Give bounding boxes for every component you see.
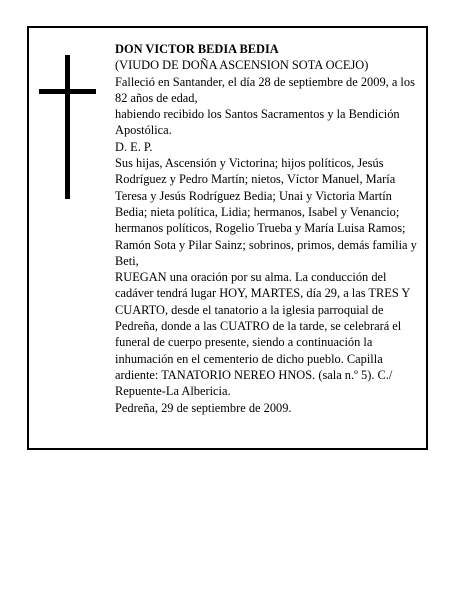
death-announcement: Falleció en Santander, el día 28 de septiembre de 2009, a los 82 años de edad, bbox=[115, 74, 415, 105]
deceased-name: DON VICTOR BEDIA BEDIA bbox=[115, 42, 279, 56]
cross-horizontal-bar bbox=[39, 89, 96, 94]
cross-icon bbox=[39, 55, 96, 199]
rip-line: D. E. P. bbox=[115, 139, 153, 154]
obituary-frame bbox=[27, 26, 428, 450]
date-place-line: Pedreña, 29 de septiembre de 2009. bbox=[115, 400, 292, 415]
funeral-details: RUEGAN una oración por su alma. La conducción del cadáver tendrá lugar HOY, MARTES, día 29, a las TRES Y CUARTO, desde el tanatorio a la iglesia parroquial de Pedreña, donde a las CUATRO de la tarde, se celebrará el funeral de cuerpo presente, siendo a continuación la inhumación en el cementerio de dicho pueblo. Capilla ardiente: TANATORIO NEREO HNOS. (sala n.º 5). C./ Repuente-La Albericia. bbox=[115, 270, 410, 399]
spouse-line: (VIUDO DE DOÑA ASCENSION SOTA OCEJO) bbox=[115, 58, 369, 73]
cross-vertical-bar bbox=[65, 55, 70, 199]
family-list: Sus hijas, Ascensión y Victorina; hijos políticos, Jesús Rodríguez y Pedro Martín; nietos, Víctor Manuel, María Teresa y Jesús Rodríguez Bedia; Unai y Victoria Martín Bedia; nieta política, Lidia; hermanos, Isabel y Venancio; hermanos políticos, Rogelio Trueba y María Luisa Ramos; Ramón Sota y Pilar Sainz; sobrinos, primos, demás familia y Beti, bbox=[115, 156, 417, 268]
obituary-text bbox=[115, 41, 421, 416]
sacraments-line: habiendo recibido los Santos Sacramentos y la Bendición Apostólica. bbox=[115, 107, 400, 138]
